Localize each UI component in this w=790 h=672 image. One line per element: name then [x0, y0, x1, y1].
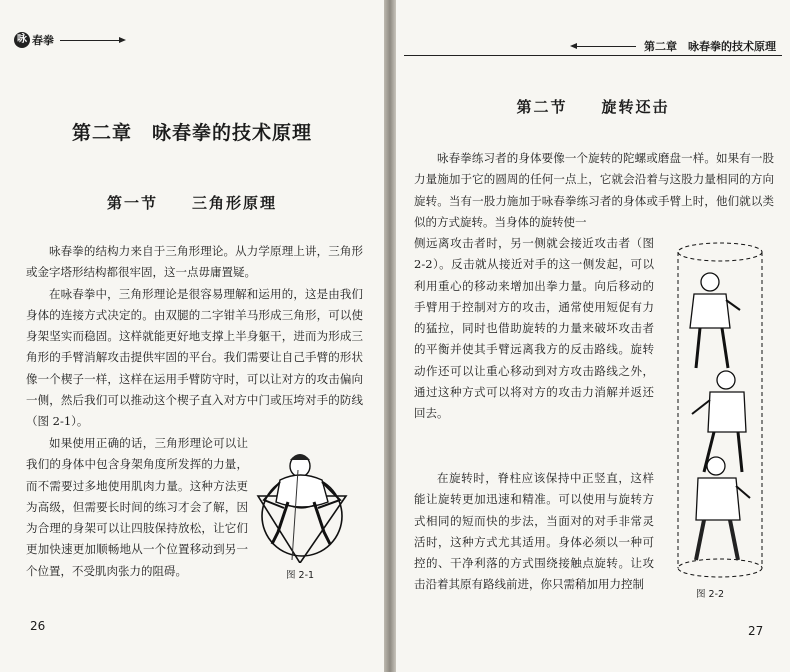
- running-head-left: [14, 32, 120, 48]
- figure-2-1-triangle-illustration: [250, 438, 360, 563]
- arrow-right-icon: [60, 40, 120, 41]
- paragraph-continued: 侧远离攻击者时，另一侧就会接近攻击者（图 2-2）。反击就从接近对手的这一侧发起，可以利用重心的移动来增加出拳力量。向后移动的手臂用于控制对方的攻击，通常使用短促有力的猛拉，同时也借助旋转的力量来破坏攻击者的平衡并使其手臂远离我方的反击路线。旋转动作还可以让重心移动到对方攻击路线之外，通过这种方式可以将对方的攻击力消解并返还回去。: [414, 236, 655, 421]
- right-wrap-text-2: [414, 468, 654, 596]
- page-number-right: 27: [748, 624, 764, 638]
- running-head-chapter: 第二章 咏春拳的技术原理: [644, 40, 776, 53]
- arrow-left-icon: [576, 46, 636, 47]
- paragraph: 咏春拳的结构力来自于三角形理论。从力学原理上讲，三角形或金字塔形结构都很牢固，这一点毋庸置疑。: [26, 244, 364, 280]
- right-full-text: [414, 148, 774, 233]
- right-wrap-text: [414, 233, 654, 425]
- paragraph: 咏春拳练习者的身体要像一个旋转的陀螺或磨盘一样。如果有一股力量施加于它的圆周的任何一点上，它就会沿着与这股力量相同的方向旋转。当有一股力施加于咏春拳练习者的身体或手臂上时，他们就以类似的方式旋转。当身体的旋转使一: [414, 151, 775, 229]
- left-wrap-text: [26, 433, 248, 582]
- header-rule: [404, 55, 782, 56]
- left-page: [0, 0, 384, 672]
- running-head-book-title: 春拳: [32, 34, 54, 47]
- running-head-right: [576, 38, 776, 54]
- section-title-left: 第一节 三角形原理: [106, 194, 277, 212]
- right-page: [396, 0, 790, 672]
- book-logo-icon: 咏: [14, 32, 30, 48]
- figure-2-2-rotation-illustration: [664, 240, 776, 580]
- book-gutter: [384, 0, 396, 672]
- figure-2-2-caption: 图 2-2: [696, 589, 725, 600]
- figure-2-1-caption: 图 2-1: [286, 570, 315, 581]
- paragraph: 在咏春拳中，三角形理论是很容易理解和运用的，这是由我们身体的连接方式决定的。由双腿的二字钳羊马形成三角形，可以使身架坚实而稳固。这样就能更好地支撑上半身躯干，进而为形成三角形的手臂消解攻击提供牢固的平台。我们需要让自己手臂的形状像一个楔子一样，这样在运用手臂防守时，可以让对方的攻击偏向一侧，然后我们可以推动这个楔子直入对方中门或压垮对手的防线（图 2-1）。: [26, 286, 364, 429]
- page-number-left: 26: [30, 619, 46, 633]
- left-body-text: [26, 241, 363, 433]
- section-title-right: 第二节 旋转还击: [516, 98, 670, 116]
- paragraph: 在旋转时，脊柱应该保持中正竖直，这样能让旋转更加迅速和精准。可以使用与旋转方式相同的短而快的步法，当面对的对手非常灵活时，这种方式尤其适用。身体必须以一种可控的、干净利落的方式围绕接触点旋转。让攻击沿着其原有路线前进，你只需稍加用力控制: [414, 471, 655, 592]
- chapter-title: 第二章 咏春拳的技术原理: [71, 122, 312, 144]
- paragraph: 如果使用正确的话，三角形理论可以让我们的身体中包含身架角度所发挥的力量，而不需要过多地使用肌肉力量。这种方法更为高级，但需要长时间的练习才会了解，因为合理的身架可以让四肢保持放松，让它们更加快速更加顺畅地从一个位置移动到另一个位置，不受肌肉张力的阻碍。: [26, 436, 249, 578]
